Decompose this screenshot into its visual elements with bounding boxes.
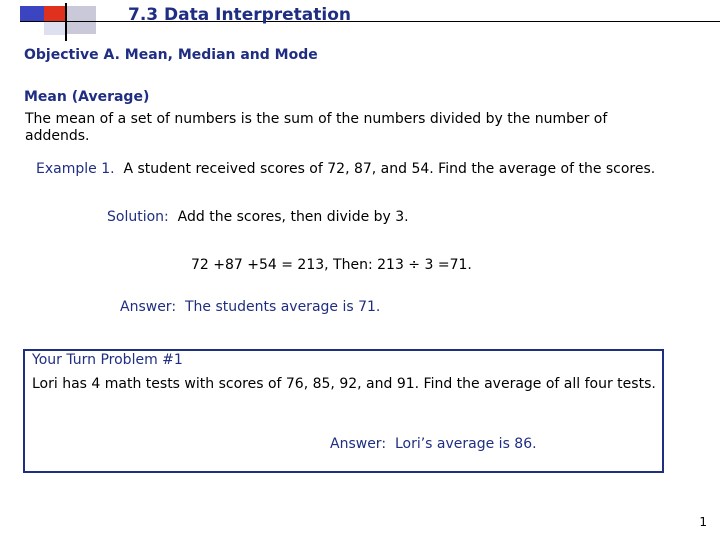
your-turn-answer-label: Answer: bbox=[330, 436, 387, 452]
slide-title: 7.3 Data Interpretation bbox=[128, 5, 352, 25]
answer-label: Answer: bbox=[120, 299, 177, 315]
your-turn-answer bbox=[330, 436, 537, 452]
example-answer bbox=[120, 299, 380, 315]
solution-text: Add the scores, then divide by 3. bbox=[177, 209, 409, 225]
mean-definition: The mean of a set of numbers is the sum of the numbers divided by the number of addends. bbox=[25, 111, 608, 144]
your-turn-title: Your Turn Problem #1 bbox=[32, 352, 183, 368]
header-decoration-red-block bbox=[44, 6, 66, 21]
page-number: 1 bbox=[699, 515, 707, 529]
header-vertical-line bbox=[65, 3, 67, 41]
objective-heading: Objective A. Mean, Median and Mode bbox=[24, 47, 318, 63]
your-turn-problem: Lori has 4 math tests with scores of 76, 85, 92, and 91. Find the average of all four tests. bbox=[32, 376, 656, 392]
example-text: A student received scores of 72, 87, and 54. Find the average of the scores. bbox=[123, 161, 656, 177]
solution-work: 72 +87 +54 = 213, Then: 213 ÷ 3 =71. bbox=[191, 257, 472, 273]
example-line bbox=[36, 161, 655, 177]
example-label: Example 1. bbox=[36, 161, 115, 177]
header-decoration-gray-block bbox=[66, 6, 96, 34]
solution-label: Solution: bbox=[107, 209, 169, 225]
solution-line bbox=[107, 209, 409, 225]
header-decoration-blue-block bbox=[20, 6, 46, 21]
header-decoration-light-block bbox=[44, 21, 66, 35]
header-horizontal-line bbox=[20, 21, 720, 22]
answer-text: The students average is 71. bbox=[184, 299, 381, 315]
your-turn-answer-text: Lori’s average is 86. bbox=[394, 436, 537, 452]
mean-heading: Mean (Average) bbox=[24, 89, 150, 105]
